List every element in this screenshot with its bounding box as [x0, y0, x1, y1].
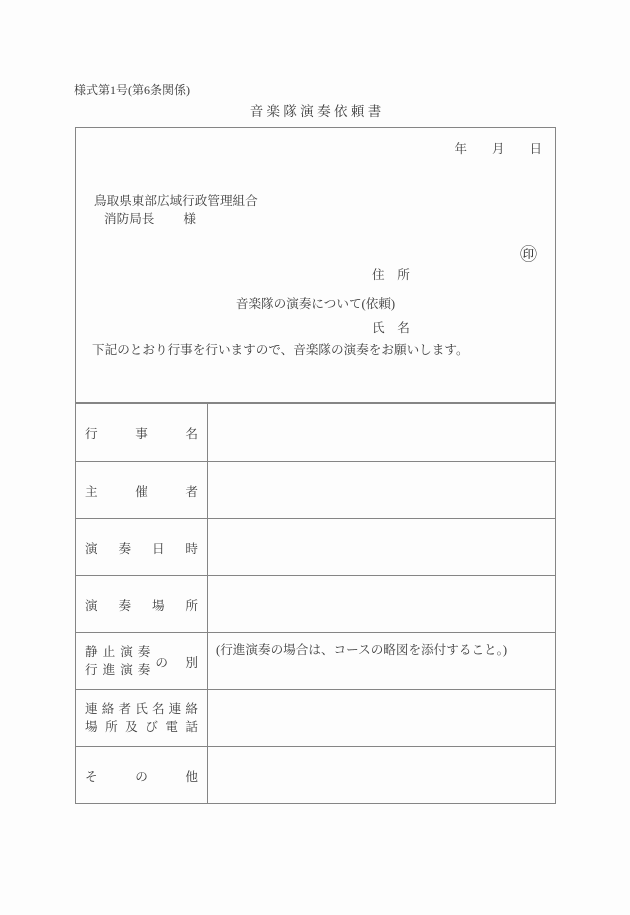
- table-row-performance-type: [76, 632, 555, 689]
- row-label: その他: [85, 769, 198, 784]
- row-label-cell: [76, 747, 208, 803]
- row-label-cell: [76, 633, 208, 689]
- row-label-cell: [76, 519, 208, 575]
- document-title: 音 楽 隊 演 奏 依 頼 書: [249, 104, 382, 119]
- seal-mark-icon: ㊞: [520, 245, 537, 264]
- row-label: 演奏日時: [85, 541, 198, 556]
- row-label-cell: [76, 462, 208, 518]
- row-value-cell: [208, 633, 555, 689]
- row-label-cell: [76, 576, 208, 632]
- request-table: [75, 403, 556, 804]
- table-row-contact-info: [76, 689, 555, 746]
- addressee-post: 消防局長: [104, 212, 155, 226]
- table-row-performance-place: [76, 575, 555, 632]
- table-row-organizer: [76, 461, 555, 518]
- sender-address-label: 住 所: [372, 268, 410, 282]
- label-line-1: 静止演奏: [85, 645, 156, 659]
- row-value-cell: [208, 404, 555, 461]
- performance-type-tail: [155, 652, 198, 671]
- addressee-honorific: 様: [183, 212, 196, 226]
- table-row-performance-datetime: [76, 518, 555, 575]
- label-tail-1: の: [155, 655, 168, 670]
- date-line: 年 月 日: [454, 142, 542, 156]
- letter-box: [75, 127, 556, 403]
- letter-body-text: 下記のとおり行事を行いますので、音楽隊の演奏をお願いします。: [92, 343, 469, 357]
- label-tail-2: 別: [185, 655, 198, 670]
- row-label-cell: [76, 404, 208, 461]
- row-label: 主催者: [85, 484, 198, 499]
- addressee-post-line: [104, 210, 258, 228]
- label-line-2: 行進演奏: [85, 663, 156, 677]
- letter-subject: 音楽隊の演奏について(依頼): [235, 297, 396, 311]
- row-label: 演奏場所: [85, 598, 198, 613]
- addressee-block: [94, 192, 258, 228]
- row-value-cell: [208, 690, 555, 746]
- addressee-organization: 鳥取県東部広域行政管理組合: [94, 194, 258, 208]
- table-row-other: [76, 746, 555, 803]
- table-row-event-name: [76, 404, 555, 461]
- row-value-cell: [208, 462, 555, 518]
- row-label-cell: [76, 690, 208, 746]
- row-value-cell: [208, 747, 555, 803]
- label-line-2: 場所及び電話: [85, 720, 198, 734]
- performance-type-lines: [85, 643, 155, 679]
- marching-course-note: (行進演奏の場合は、コースの略図を添付すること。): [216, 643, 508, 657]
- row-value-cell: [208, 576, 555, 632]
- row-label: 行事名: [85, 427, 198, 441]
- row-label: [85, 643, 198, 679]
- form-number: 様式第1号(第6条関係): [74, 83, 190, 97]
- row-label: [85, 700, 198, 736]
- row-value-cell: [208, 519, 555, 575]
- label-line-1: 連絡者氏名連絡: [85, 702, 198, 716]
- sender-name-label: 氏 名: [372, 320, 410, 335]
